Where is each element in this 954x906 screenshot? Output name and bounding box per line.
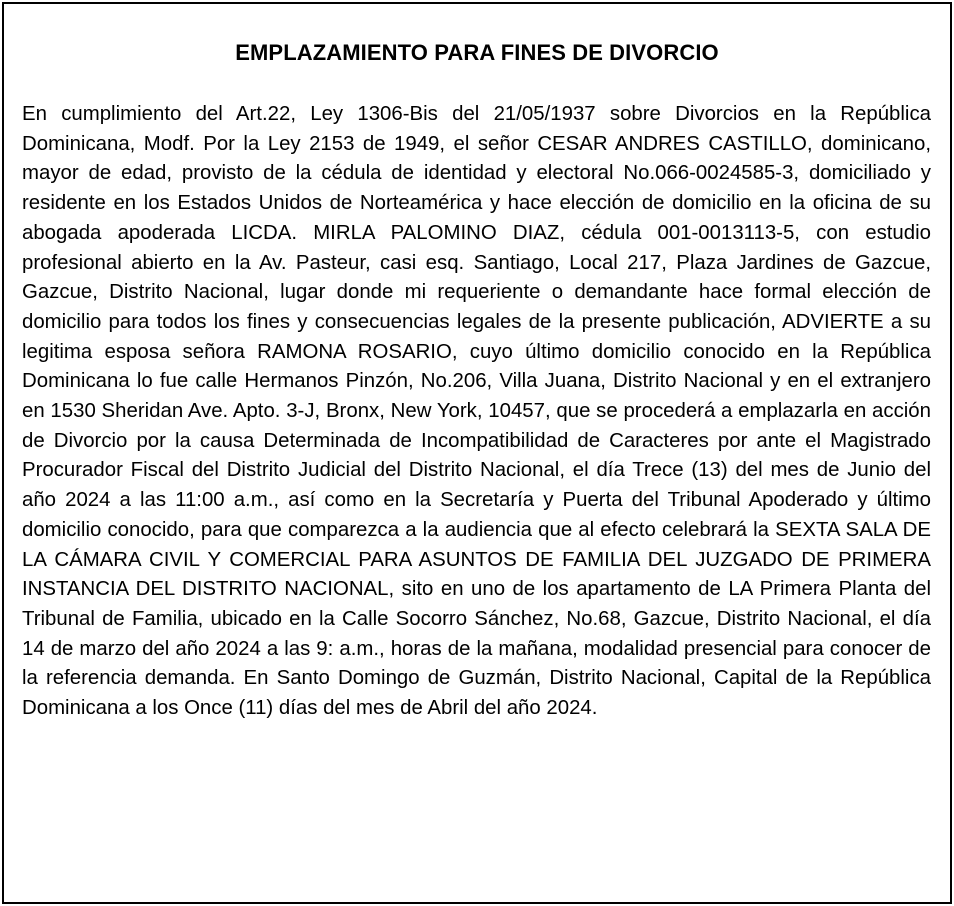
legal-notice-box xyxy=(2,2,952,904)
notice-body: En cumplimiento del Art.22, Ley 1306-Bis del 21/05/1937 sobre Divorcios en la República Dominicana, Modf. Por la Ley 2153 de 1949, el señor CESAR ANDRES CASTILLO, dominicano, mayor de edad, provisto de la cédula de identidad y electoral No.066-0024585-3, domiciliado y residente en los Estados Unidos de Norteamérica y hace elección de domicilio en la oficina de su abogada apoderada LICDA. MIRLA PALOMINO DIAZ, cédula 001-0013113-5, con estudio profesional abierto en la Av. Pasteur, casi esq. Santiago, Local 217, Plaza Jardines de Gazcue, Gazcue, Distrito Nacional, lugar donde mi requeriente o demandante hace formal elección de domicilio para todos los fines y consecuencias legales de la presente publicación, ADVIERTE a su legitima esposa señora RAMONA ROSARIO, cuyo último domicilio conocido en la República Dominicana lo fue calle Hermanos Pinzón, No.206, Villa Juana, Distrito Nacional y en el extranjero en 1530 Sheridan Ave. Apto. 3-J, Bronx, New York, 10457, que se procederá a emplazarla en acción de Divorcio por la causa Determinada de Incompatibilidad de Caracteres por ante el Magistrado Procurador Fiscal del Distrito Judicial del Distrito Nacional, el día Trece (13) del mes de Junio del año 2024 a las 11:00 a.m., así como en la Secretaría y Puerta del Tribunal Apoderado y último domicilio conocido, para que comparezca a la audiencia que al efecto celebrará la SEXTA SALA DE LA CÁMARA CIVIL Y COMERCIAL PARA ASUNTOS DE FAMILIA DEL JUZGADO DE PRIMERA INSTANCIA DEL DISTRITO NACIONAL, sito en uno de los apartamento de LA Primera Planta del Tribunal de Familia, ubicado en la Calle Socorro Sánchez, No.68, Gazcue, Distrito Nacional, el día 14 de marzo del año 2024 a las 9: a.m., horas de la mañana, modalidad presencial para conocer de la referencia demanda. En Santo Domingo de Guzmán, Distrito Nacional, Capital de la República Dominicana a los Once (11) días del mes de Abril del año 2024. xyxy=(22,103,931,720)
notice-title: EMPLAZAMIENTO PARA FINES DE DIVORCIO xyxy=(235,40,719,65)
